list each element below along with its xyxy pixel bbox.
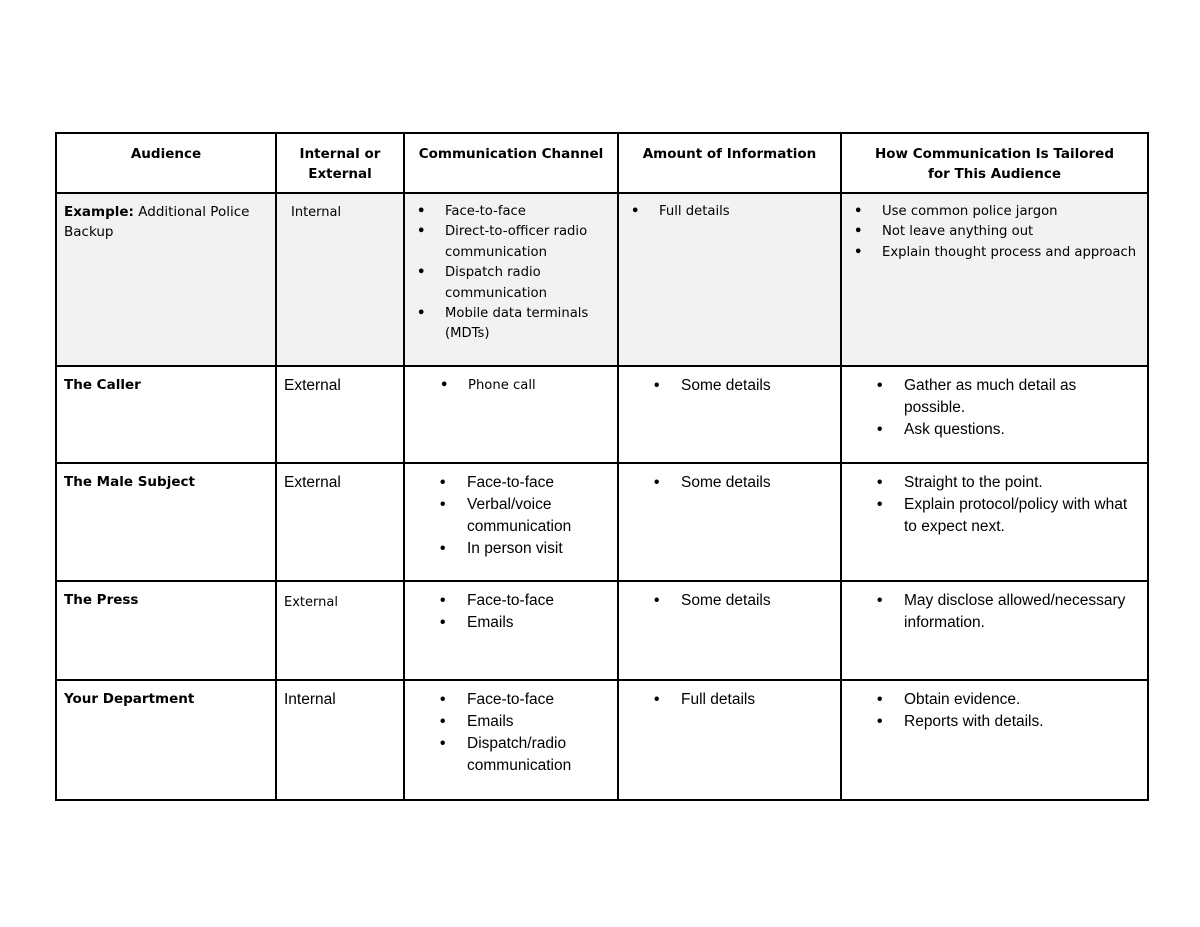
header-tailored-line1: How Communication Is Tailored — [874, 146, 1115, 162]
table-row — [56, 463, 1148, 581]
list-item: • Explain thought process and approach — [842, 243, 1141, 263]
example-label: Example: — [64, 204, 134, 220]
list-item: • Emails — [405, 711, 611, 733]
list-item: • Face-to-face — [405, 202, 611, 222]
communication-table — [55, 132, 1149, 801]
table-row — [56, 193, 1148, 366]
list-item: • Straight to the point. — [842, 472, 1141, 494]
list-item: • Some details — [619, 590, 834, 612]
table-row — [56, 581, 1148, 680]
audience-cell — [56, 680, 276, 800]
audience-cell — [56, 463, 276, 581]
list-item: • Direct-to-officer radio communication — [405, 222, 611, 263]
list-item: • Reports with details. — [842, 711, 1141, 733]
list-item: • Obtain evidence. — [842, 689, 1141, 711]
header-row — [56, 133, 1148, 193]
tailoring-cell — [841, 366, 1148, 463]
header-internal-external: Internal or External — [276, 133, 404, 193]
audience-cell — [56, 193, 276, 366]
list-item: • Gather as much detail as possible. — [842, 375, 1141, 419]
list-item: • Explain protocol/policy with what to expect next. — [842, 494, 1141, 538]
list-item: • Verbal/voice communication — [405, 494, 611, 538]
header-audience: Audience — [56, 133, 276, 193]
list-item: • Some details — [619, 472, 834, 494]
audience-cell — [56, 581, 276, 680]
tailoring-cell — [841, 463, 1148, 581]
internal-external-cell: External — [276, 463, 404, 581]
channel-cell — [404, 581, 618, 680]
tailoring-cell — [841, 680, 1148, 800]
audience-cell — [56, 366, 276, 463]
list-item: • Dispatch radio communication — [405, 263, 611, 304]
channel-cell — [404, 680, 618, 800]
audience-name: Your Department — [64, 691, 195, 707]
list-item: • In person visit — [405, 538, 611, 560]
list-item: • Face-to-face — [405, 689, 611, 711]
list-item: • Mobile data terminals (MDTs) — [405, 304, 611, 345]
list-item: • May disclose allowed/necessary information. — [842, 590, 1141, 634]
table-row — [56, 366, 1148, 463]
amount-cell — [618, 463, 841, 581]
internal-external-cell: Internal — [276, 680, 404, 800]
header-tailored-line2: for This Audience — [928, 166, 1061, 182]
tailoring-cell — [841, 581, 1148, 680]
channel-cell — [404, 463, 618, 581]
header-amount: Amount of Information — [618, 133, 841, 193]
list-item: • Phone call — [405, 376, 611, 396]
audience-name: The Male Subject — [64, 474, 195, 490]
amount-cell — [618, 680, 841, 800]
list-item: • Face-to-face — [405, 590, 611, 612]
list-item: • Ask questions. — [842, 419, 1141, 441]
list-item: • Full details — [619, 202, 834, 222]
amount-cell — [618, 581, 841, 680]
list-item: • Use common police jargon — [842, 202, 1141, 222]
internal-external-cell: External — [276, 366, 404, 463]
channel-cell — [404, 193, 618, 366]
audience-name: The Caller — [64, 377, 141, 393]
internal-external-cell: External — [276, 581, 404, 680]
list-item: • Not leave anything out — [842, 222, 1141, 242]
list-item: • Full details — [619, 689, 834, 711]
amount-cell — [618, 193, 841, 366]
header-tailored — [841, 133, 1148, 193]
tailoring-cell — [841, 193, 1148, 366]
audience-name: The Press — [64, 592, 139, 608]
audience-name: Additional Police Backup — [64, 204, 250, 240]
channel-cell — [404, 366, 618, 463]
list-item: • Emails — [405, 612, 611, 634]
internal-external-cell: Internal — [276, 193, 404, 366]
list-item: • Some details — [619, 375, 834, 397]
list-item: • Dispatch/radio communication — [405, 733, 611, 777]
header-channel: Communication Channel — [404, 133, 618, 193]
amount-cell — [618, 366, 841, 463]
table-row — [56, 680, 1148, 800]
list-item: • Face-to-face — [405, 472, 611, 494]
